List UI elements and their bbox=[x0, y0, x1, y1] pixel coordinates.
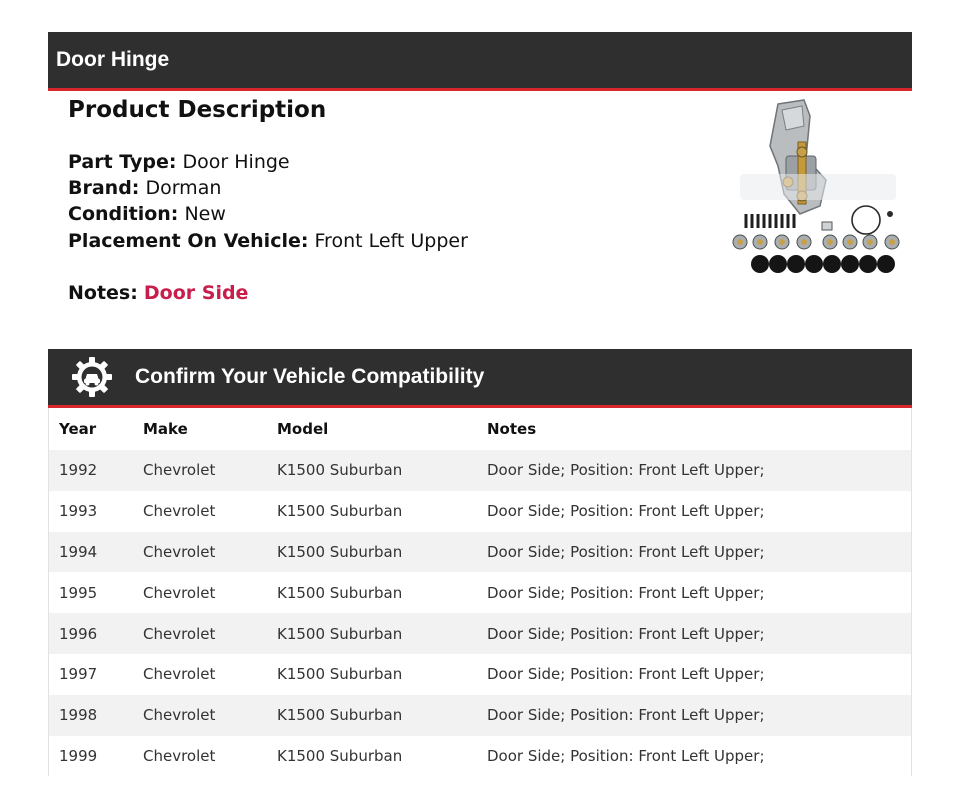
year-cell: 1997 bbox=[49, 654, 133, 695]
model-cell: K1500 Suburban bbox=[267, 736, 477, 777]
title-bar bbox=[48, 32, 912, 91]
table-row bbox=[49, 491, 911, 532]
notes-cell: Door Side; Position: Front Left Upper; bbox=[477, 736, 911, 777]
notes-cell: Door Side; Position: Front Left Upper; bbox=[477, 572, 911, 613]
spec-brand bbox=[68, 177, 221, 199]
product-image bbox=[726, 96, 910, 280]
make-cell: Chevrolet bbox=[133, 491, 267, 532]
year-cell: 1996 bbox=[49, 613, 133, 654]
spec-label: Placement On Vehicle: bbox=[68, 230, 309, 252]
spec-placement bbox=[68, 230, 468, 252]
table-row bbox=[49, 532, 911, 573]
model-cell: K1500 Suburban bbox=[267, 695, 477, 736]
notes-cell: Door Side; Position: Front Left Upper; bbox=[477, 654, 911, 695]
spec-part-type bbox=[68, 151, 290, 173]
year-cell: 1992 bbox=[49, 450, 133, 491]
gear-car-icon bbox=[69, 354, 115, 400]
column-header-year: Year bbox=[59, 420, 97, 438]
product-description-heading: Product Description bbox=[68, 97, 327, 123]
spec-condition bbox=[68, 203, 226, 225]
table-row bbox=[49, 654, 911, 695]
make-cell: Chevrolet bbox=[133, 613, 267, 654]
column-header-make: Make bbox=[143, 420, 188, 438]
spec-label: Part Type: bbox=[68, 151, 177, 173]
model-cell: K1500 Suburban bbox=[267, 491, 477, 532]
compatibility-table bbox=[48, 408, 912, 776]
column-header-notes: Notes bbox=[487, 420, 537, 438]
year-cell: 1998 bbox=[49, 695, 133, 736]
spec-notes bbox=[68, 282, 248, 304]
model-cell: K1500 Suburban bbox=[267, 572, 477, 613]
table-row bbox=[49, 613, 911, 654]
make-cell: Chevrolet bbox=[133, 736, 267, 777]
table-header-row bbox=[49, 408, 911, 450]
spec-value: New bbox=[184, 203, 226, 225]
spec-value: Door Hinge bbox=[182, 151, 290, 173]
year-cell: 1995 bbox=[49, 572, 133, 613]
table-row bbox=[49, 572, 911, 613]
model-cell: K1500 Suburban bbox=[267, 450, 477, 491]
notes-label: Notes: bbox=[68, 282, 138, 304]
notes-cell: Door Side; Position: Front Left Upper; bbox=[477, 613, 911, 654]
make-cell: Chevrolet bbox=[133, 572, 267, 613]
notes-value: Door Side bbox=[143, 282, 249, 304]
table-row bbox=[49, 695, 911, 736]
year-cell: 1999 bbox=[49, 736, 133, 777]
model-cell: K1500 Suburban bbox=[267, 654, 477, 695]
column-header-model: Model bbox=[277, 420, 329, 438]
make-cell: Chevrolet bbox=[133, 532, 267, 573]
notes-cell: Door Side; Position: Front Left Upper; bbox=[477, 491, 911, 532]
page-title: Door Hinge bbox=[56, 48, 170, 71]
notes-cell: Door Side; Position: Front Left Upper; bbox=[477, 450, 911, 491]
compatibility-title: Confirm Your Vehicle Compatibility bbox=[135, 365, 485, 388]
make-cell: Chevrolet bbox=[133, 450, 267, 491]
make-cell: Chevrolet bbox=[133, 695, 267, 736]
table-row bbox=[49, 736, 911, 777]
spec-value: Dorman bbox=[145, 177, 222, 199]
spec-label: Brand: bbox=[68, 177, 140, 199]
model-cell: K1500 Suburban bbox=[267, 613, 477, 654]
make-cell: Chevrolet bbox=[133, 654, 267, 695]
model-cell: K1500 Suburban bbox=[267, 532, 477, 573]
spec-label: Condition: bbox=[68, 203, 179, 225]
spec-value: Front Left Upper bbox=[314, 230, 468, 252]
compatibility-bar bbox=[48, 349, 912, 408]
table-row bbox=[49, 450, 911, 491]
notes-cell: Door Side; Position: Front Left Upper; bbox=[477, 695, 911, 736]
year-cell: 1993 bbox=[49, 491, 133, 532]
notes-cell: Door Side; Position: Front Left Upper; bbox=[477, 532, 911, 573]
year-cell: 1994 bbox=[49, 532, 133, 573]
